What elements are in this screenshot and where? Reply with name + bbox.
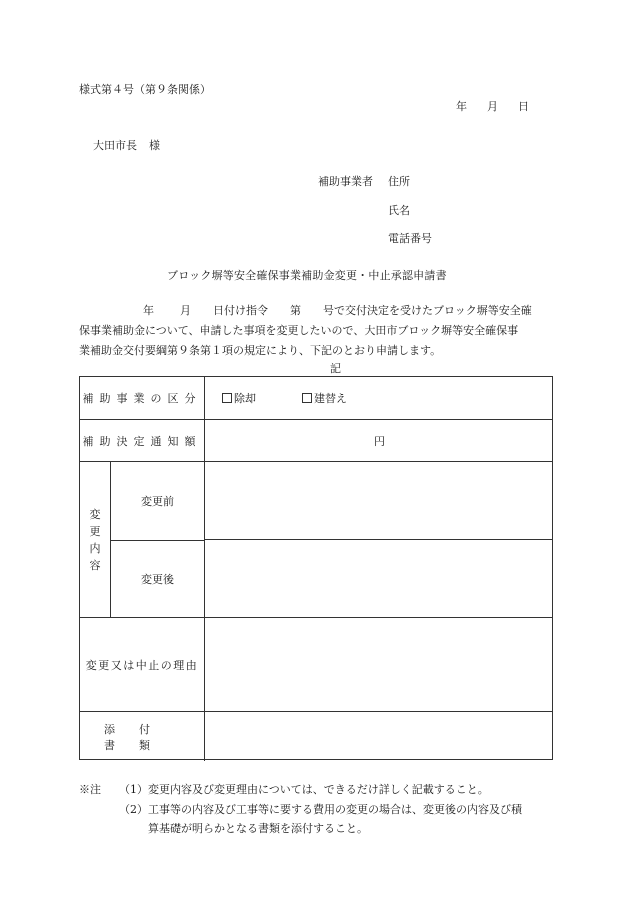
change-before-text: 変更前: [141, 495, 174, 508]
note-1: [79, 780, 522, 800]
form-number: 様式第４号（第９条関係）: [79, 83, 211, 96]
amount-unit: 円: [374, 434, 385, 448]
row-reason: [80, 618, 552, 712]
note-1-text: 変更内容及び変更理由については、できるだけ詳しく記載すること。: [148, 783, 489, 796]
amount-label: 補助決定通知額: [82, 434, 202, 448]
change-char-1: 変: [89, 507, 101, 521]
option-removal[interactable]: [222, 390, 256, 406]
category-options: [205, 377, 552, 419]
change-char-2: 更: [89, 524, 101, 538]
notes: [79, 780, 522, 820]
row-amount: [80, 420, 552, 462]
option-rebuild[interactable]: [302, 390, 347, 406]
addressee: [93, 137, 160, 153]
reason-field[interactable]: [205, 618, 552, 711]
body-text: [79, 301, 555, 361]
row-category: [80, 377, 552, 420]
checkbox-removal[interactable]: [222, 393, 232, 403]
body-line-3: 業補助金交付要綱第９条第１項の規定により、下記のとおり申請します。: [79, 344, 442, 357]
date-day: 日: [518, 100, 529, 113]
body-year: 年: [143, 304, 154, 317]
change-content-label: [80, 462, 110, 617]
change-char-4: 容: [89, 558, 101, 572]
ki-marker: 記: [330, 362, 341, 375]
reason-label: 変更又は中止の理由: [85, 658, 199, 672]
category-label: 補助事業の区分: [82, 392, 202, 405]
addressee-name: 大田市長: [93, 139, 137, 152]
note-2: [79, 800, 522, 820]
change-after-text: 変更後: [141, 572, 174, 586]
date-year: 年: [456, 100, 467, 113]
note-2-number: （2）: [119, 803, 148, 816]
change-after-label: [111, 540, 204, 617]
applicant-name-label: 氏名: [388, 204, 410, 217]
document-title: ブロック塀等安全確保事業補助金変更・中止承認申請書: [167, 269, 447, 282]
notes-prefix: ※注: [79, 783, 101, 796]
body-number-prefix: 第: [290, 304, 301, 317]
date-line: [456, 98, 529, 114]
application-table: [79, 376, 553, 760]
note-2-text: 工事等の内容及び工事等に要する費用の変更の場合は、変更後の内容及び積: [148, 803, 522, 816]
option-rebuild-label: 建替え: [314, 392, 347, 405]
date-month: 月: [487, 100, 498, 113]
change-after-field[interactable]: [205, 540, 552, 617]
body-month: 月: [180, 304, 191, 317]
body-line-1: [79, 301, 555, 321]
option-removal-label: 除却: [234, 392, 256, 405]
applicant-role: 補助事業者: [318, 175, 373, 188]
docs-field[interactable]: [205, 712, 552, 761]
amount-value-field[interactable]: [205, 420, 552, 461]
body-line-1-rest: 号で交付決定を受けたブロック塀等安全確: [323, 304, 532, 317]
body-line-2: 保事業補助金について、申請した事項を変更したいので、大田市ブロック塀等安全確保事: [79, 324, 519, 337]
row-docs: [80, 712, 552, 761]
change-char-3: 内: [89, 541, 101, 555]
applicant-tel-label: 電話番号: [388, 232, 432, 245]
applicant-address-label: 住所: [388, 175, 410, 188]
note-2-continued: 算基礎が明らかとなる書類を添付すること。: [148, 822, 368, 835]
row-change: [80, 462, 552, 618]
change-before-field[interactable]: [205, 462, 552, 540]
addressee-honorific: 様: [149, 139, 160, 152]
change-before-label: [111, 462, 204, 541]
docs-label: 添付書類: [104, 722, 174, 752]
checkbox-rebuild[interactable]: [302, 393, 312, 403]
note-1-number: （1）: [119, 783, 148, 796]
body-designation: 日付け指令: [213, 304, 268, 317]
